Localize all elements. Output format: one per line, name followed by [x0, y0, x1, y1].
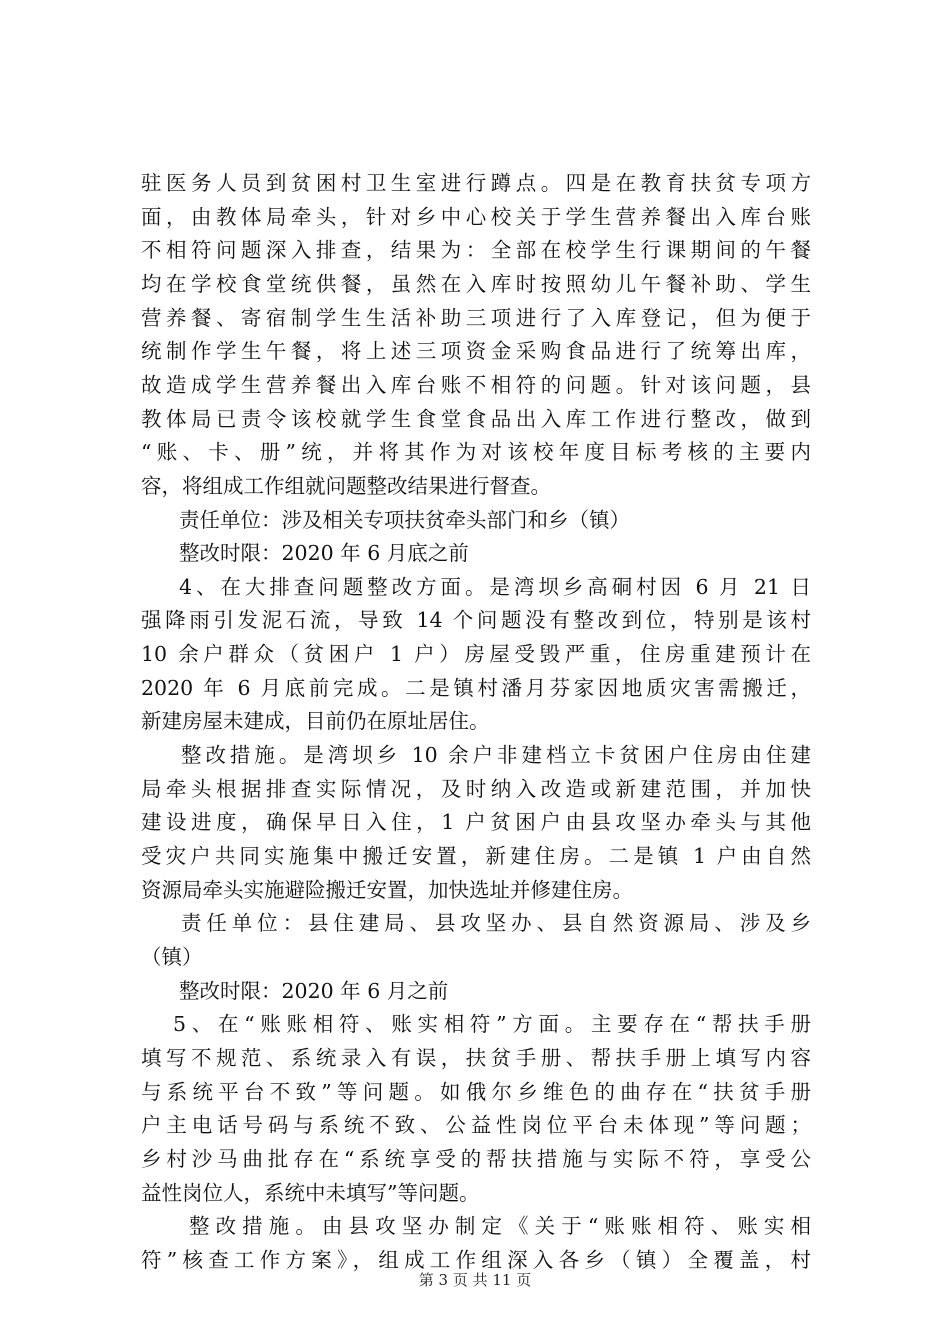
text-line: 整改时限：2020 年 6 月之前 — [179, 978, 449, 1003]
text-line: 新建房屋未建成，目前仍在原址居住。 — [141, 709, 490, 734]
text-line: 故造成学生营养餐出入库台账不相符的问题。针对该问题，县 — [141, 372, 811, 397]
text-line: 均在学校食堂统供餐，虽然在入库时按照幼儿午餐补助、学生 — [141, 271, 811, 296]
text-line: 与系统平台不致”等问题。如俄尔乡维色的曲存在“扶贫手册 — [141, 1079, 811, 1104]
text-line: 填写不规范、系统录入有误，扶贫手册、帮扶手册上填写内容 — [141, 1045, 811, 1070]
text-line: 符”核查工作方案》，组成工作组深入各乡（镇）全覆盖，村 — [141, 1247, 811, 1272]
text-line: 受灾户共同实施集中搬迁安置，新建住房。二是镇 1 户由自然 — [141, 844, 811, 868]
text-line: 整改措施。是湾坝乡 10 余户非建档立卡贫困户住房由住建 — [181, 743, 811, 768]
text-line: 5、在“账账相符、账实相符”方面。主要存在“帮扶手册 — [173, 1012, 811, 1037]
text-line: 驻医务人员到贫困村卫生室进行蹲点。四是在教育扶贫专项方 — [141, 171, 811, 195]
text-line: 责任单位：涉及相关专项扶贫牵头部门和乡（镇） — [179, 507, 630, 532]
text-line: 责任单位：县住建局、县攻坚办、县自然资源局、涉及乡 — [181, 911, 811, 936]
text-line: 整改措施。由县攻坚办制定《关于“账账相符、账实相 — [189, 1214, 811, 1239]
text-line: 乡村沙马曲批存在“系统享受的帮扶措施与实际不符，享受公 — [141, 1146, 811, 1171]
text-line: 益性岗位人，系统中未填写”等问题。 — [141, 1180, 480, 1205]
text-line: 营养餐、寄宿制学生生活补助三项进行了入库登记，但为便于 — [141, 305, 811, 330]
page-footer: 第 3 页 共 11 页 — [418, 1271, 532, 1289]
text-line: 建设进度，确保早日入住，1 户贫困户由县攻坚办牵头与其他 — [141, 810, 811, 835]
text-line: 面，由教体局牵头，针对乡中心校关于学生营养餐出入库台账 — [141, 204, 811, 229]
text-line: 户主电话号码与系统不致、公益性岗位平台未体现”等问题； — [141, 1113, 811, 1138]
text-line: （镇） — [141, 944, 203, 969]
text-line: 容，将组成工作组就问题整改结果进行督查。 — [141, 473, 551, 498]
text-line: “账、卡、册”统，并将其作为对该校年度目标考核的主要内 — [141, 440, 811, 465]
text-line: 10 余户群众（贫困户 1 户）房屋受毁严重，住房重建预计在 — [141, 642, 811, 667]
text-line: 强降雨引发泥石流，导致 14 个问题没有整改到位，特别是该村 — [141, 608, 811, 633]
text-line: 2020 年 6 月底前完成。二是镇村潘月芬家因地质灾害需搬迁， — [141, 675, 811, 700]
text-line: 教体局已责令该校就学生食堂食品出入库工作进行整改，做到 — [141, 406, 811, 431]
text-line: 不相符问题深入排查，结果为：全部在校学生行课期间的午餐 — [141, 238, 811, 263]
text-line: 整改时限：2020 年 6 月底之前 — [179, 541, 469, 566]
text-line: 统制作学生午餐，将上述三项资金采购食品进行了统筹出库， — [141, 339, 811, 364]
text-line: 4、在大排查问题整改方面。是湾坝乡高硐村因 6 月 21 日 — [179, 574, 811, 599]
text-line: 资源局牵头实施避险搬迁安置，加快选址并修建住房。 — [141, 877, 633, 902]
text-line: 局牵头根据排查实际情况，及时纳入改造或新建范围，并加快 — [141, 776, 811, 801]
